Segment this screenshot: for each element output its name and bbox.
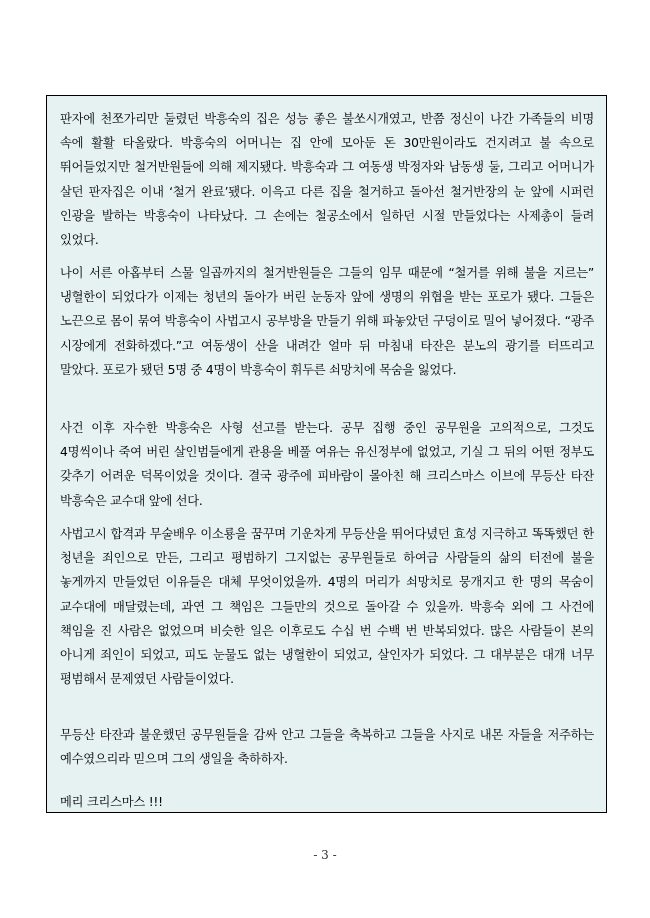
page-number: - 3 - xyxy=(313,848,337,862)
paragraph-death-sentence: 사건 이후 자수한 박흥숙은 사형 선고를 받는다. 공무 집행 중인 공무원을 고의적으로, 그것도 4명씩이나 죽여 버린 살인범들에게 관용을 베풀 여유는 유신정부에 없었고, 기실 그 뒤의 어떤 정부도 갖추기 어려운 덕목이었을 것이다. 결국 광주에 피바람이 몰아친 해 크리스마스 이브에 무등산 타잔 박흥숙은 교수대 앞에 선다. xyxy=(60,421,594,508)
paragraph-house-fire: 판자에 천쪼가리만 둘렸던 박흥숙의 집은 성능 좋은 불쏘시개였고, 반쯤 정신이 나간 가족들의 비명 속에 활활 타올랐다. 박흥숙의 어머니는 집 안에 모아둔 돈 30만원이라도 건지려고 불 속으로 뛰어들었지만 철거반원들에 의해 제지됐다. 박흥숙과 그 여동생 박정자와 남동생 둘, 그리고 어머니가 살던 판자집은 이내 ‘철거 완료’됐다. 이윽고 다른 집을 철거하고 돌아선 철거반장의 눈 앞에 시퍼런 인광을 발하는 박흥숙이 나타났다. 그 손에는 철공소에서 일하던 시절 만들었다는 사제총이 들려 있었다. xyxy=(60,112,594,248)
paragraph-demolition-crew: 나이 서른 아홉부터 스물 일곱까지의 철거반원들은 그들의 임무 때문에 “철거를 위해 불을 지르는” 냉혈한이 되었다가 이제는 청년의 돌아가 버린 눈동자 앞에 생명의 위협을 받는 포로가 됐다. 그들은 노끈으로 몸이 묶여 박흥숙이 사법고시 공부방을 만들기 위해 파놓았던 구덩이로 밀어 넣어졌다. “광주 시장에게 전화하겠다.”고 여동생이 산을 내려간 얼마 뒤 마침내 타잔은 분노의 광기를 터뜨리고 말았다. 포로가 됐던 5명 중 4명이 박흥숙이 휘두른 쇠망치에 목숨을 잃었다. xyxy=(60,266,594,377)
paragraph-blessing: 무등산 타잔과 불운했던 공무원들을 감싸 안고 그들을 축복하고 그들을 사지로 내몬 자들을 저주하는 예수였으리라 믿으며 그의 생일을 축하하자. xyxy=(60,728,594,767)
article-text-box xyxy=(46,95,607,813)
paragraph-responsibility: 사법고시 합격과 무술배우 이소룡을 꿈꾸며 기운차게 무등산을 뛰어다녔던 효성 지극하고 똑똑했던 한 청년을 죄인으로 만든, 그리고 평범하기 그지없는 공무원들로 하여금 사람들의 삶의 터전에 불을 놓게까지 만들었던 이유들은 대체 무엇이었을까. 4명의 머리가 쇠망치로 뭉개지고 한 명의 목숨이 교수대에 매달렸는데, 과연 그 책임은 그들만의 것으로 돌아갈 수 있을까. 박흥숙 외에 그 사건에 책임을 진 사람은 없었으며 비슷한 일은 이후로도 수십 번 수백 번 반복되었다. 많은 사람들이 본의 아니게 죄인이 되었고, 피도 눈물도 없는 냉혈한이 되었고, 살인자가 되었다. 그 대부분은 대개 너무 평범해서 문제였던 사람들이었다. xyxy=(60,527,594,687)
paragraph-merry-christmas: 메리 크리스마스 !!! xyxy=(60,795,163,809)
